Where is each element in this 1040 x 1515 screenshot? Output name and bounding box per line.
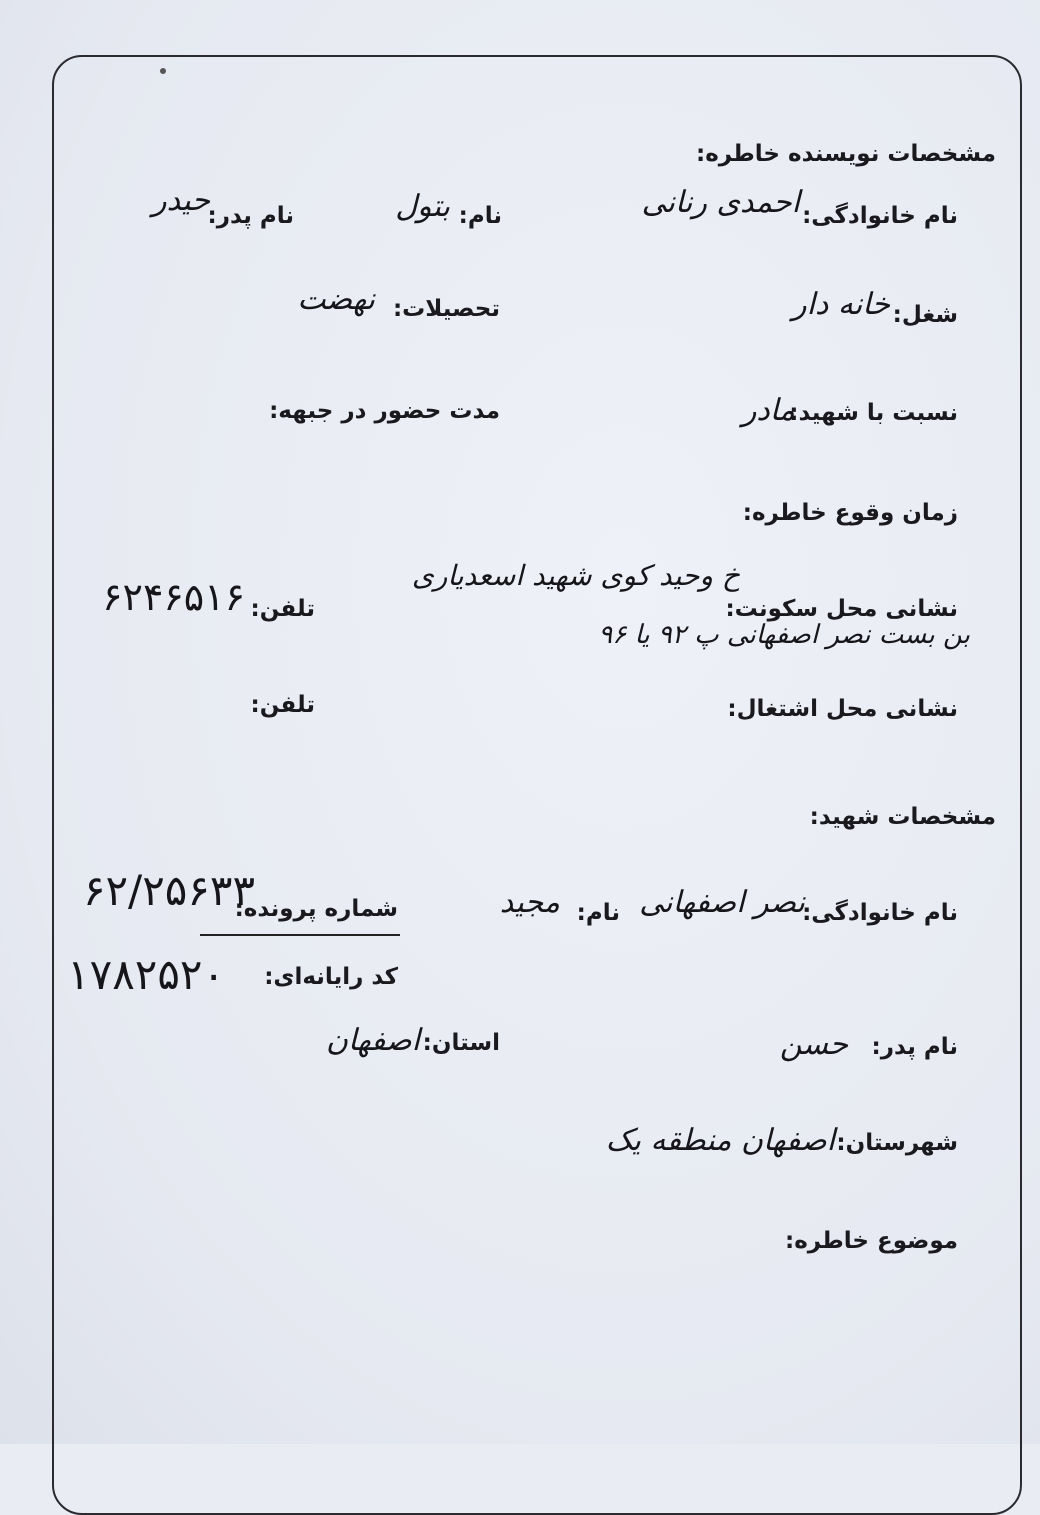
writer-first-name-value: بتول <box>395 189 450 224</box>
martyr-heading: مشخصات شهید: <box>809 804 996 830</box>
writer-phone-label: تلفن: <box>250 596 315 622</box>
writer-father-label: نام پدر: <box>207 203 294 229</box>
martyr-city-value: اصفهان منطقه یک <box>605 1123 835 1158</box>
writer-relation-value: مادر <box>741 393 795 428</box>
writer-heading: مشخصات نویسنده خاطره: <box>696 141 996 167</box>
writer-first-name-label: نام: <box>458 203 502 229</box>
writer-front-duration-label: مدت حضور در جبهه: <box>269 398 500 424</box>
writer-work-address-label: نشانی محل اشتغال: <box>727 696 958 722</box>
martyr-last-name-label: نام خانوادگی: <box>802 900 958 926</box>
martyr-last-name-value: نصر اصفهانی <box>639 885 805 920</box>
writer-education-value: نهضت <box>297 282 375 317</box>
writer-relation-label: نسبت با شهید: <box>789 400 958 426</box>
martyr-computer-code-value: ۱۷۸۲۵۲۰ <box>67 950 225 999</box>
martyr-first-name-value: مجید <box>499 885 560 920</box>
writer-education-label: تحصیلات: <box>392 296 500 322</box>
martyr-father-value: حسن <box>779 1027 848 1062</box>
form-border-frame <box>52 55 1022 1515</box>
martyr-memory-subject-label: موضوع خاطره: <box>785 1228 958 1254</box>
writer-job-value: خانه دار <box>792 287 890 322</box>
writer-work-phone-label: تلفن: <box>250 692 315 718</box>
martyr-province-label: استان: <box>422 1030 500 1056</box>
writer-last-name-value: احمدی رنانی <box>641 185 800 220</box>
martyr-province-value: اصفهان <box>326 1023 420 1058</box>
martyr-computer-code-label: کد رایانه‌ای: <box>264 964 398 990</box>
writer-father-value: حیدر <box>152 183 210 218</box>
martyr-file-number-value: ۶۲/۲۵۶۳۳ <box>82 866 255 915</box>
scan-speck <box>160 68 166 74</box>
martyr-city-label: شهرستان: <box>836 1130 958 1156</box>
writer-home-address-line1: خ وحید کوی شهید اسعدیاری <box>411 559 740 592</box>
writer-phone-value: ۶۲۴۶۵۱۶ <box>102 575 245 619</box>
martyr-file-number-label: شماره پرونده: <box>234 896 398 922</box>
martyr-father-label: نام پدر: <box>871 1034 958 1060</box>
writer-last-name-label: نام خانوادگی: <box>802 203 958 229</box>
writer-home-address-line2: بن بست نصر اصفهانی پ ۹۲ یا ۹۶ <box>598 620 970 650</box>
writer-memory-time-label: زمان وقوع خاطره: <box>742 500 958 526</box>
writer-job-label: شغل: <box>892 302 958 328</box>
file-number-underline <box>200 934 400 936</box>
martyr-first-name-label: نام: <box>576 900 620 926</box>
writer-home-address-label: نشانی محل سکونت: <box>725 596 958 622</box>
